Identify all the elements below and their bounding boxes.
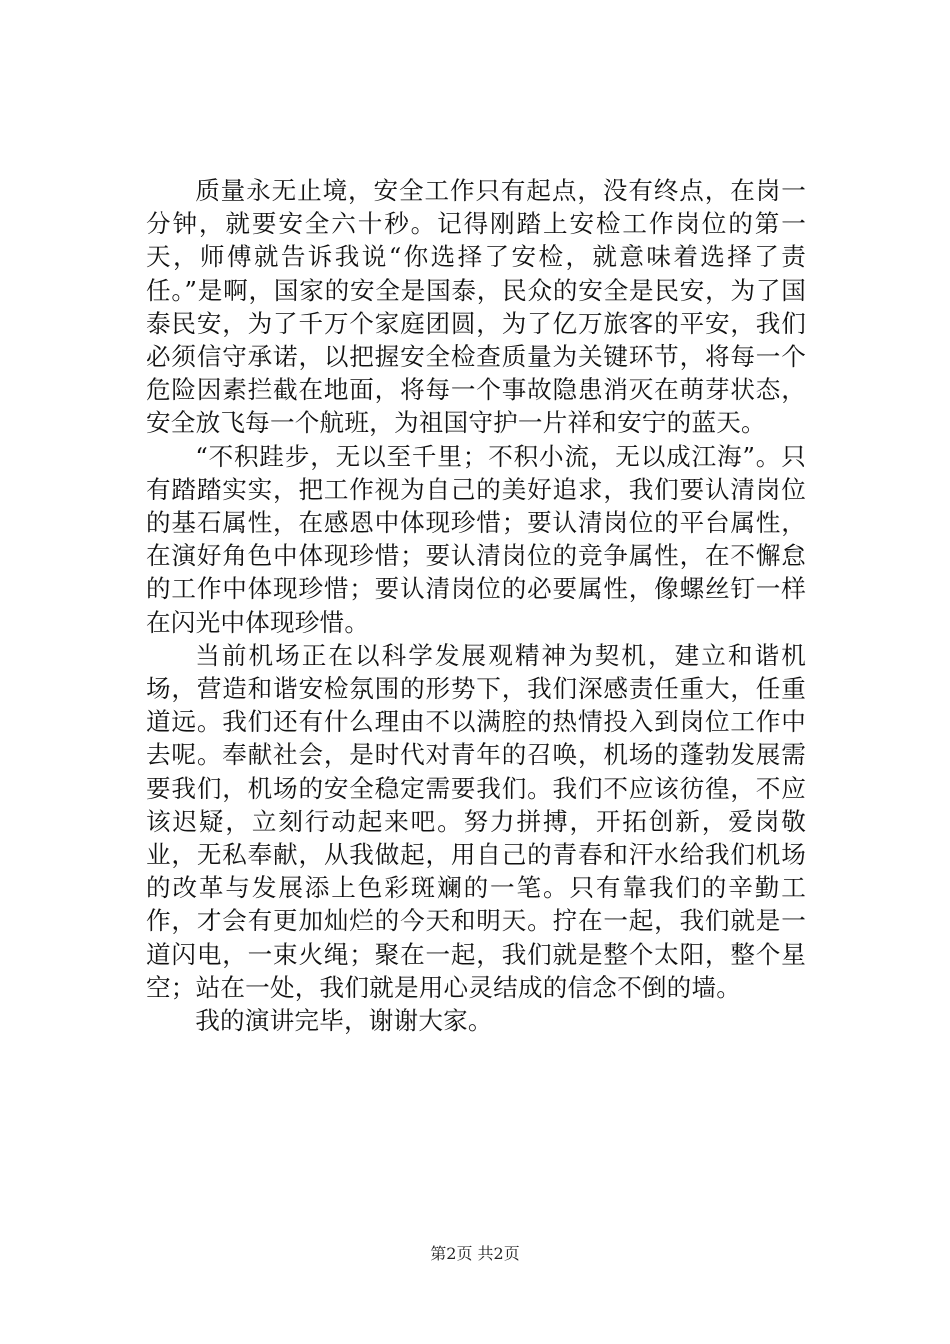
paragraph-3: 当前机场正在以科学发展观精神为契机，建立和谐机场，营造和谐安检氛围的形势下，我们深感责任重大，任重道远。我们还有什么理由不以满腔的热情投入到岗位工作中去呢。奉献社会，是时代对青年的召唤，机场的蓬勃发展需要我们，机场的安全稳定需要我们。我们不应该彷徨，不应该迟疑，立刻行动起来吧。努力拼搏，开拓创新，爱岗敬业，无私奉献，从我做起，用自己的青春和汗水给我们机场的改革与发展添上色彩斑斓的一笔。只有靠我们的辛勤工作，才会有更加灿烂的今天和明天。拧在一起，我们就是一道闪电，一束火绳；聚在一起，我们就是整个太阳，整个星空；站在一处，我们就是用心灵结成的信念不倒的墙。 (146, 640, 806, 1002)
page-footer: 第2页 共2页 (430, 1244, 520, 1263)
paragraph-4: 我的演讲完毕，谢谢大家。 (195, 1006, 493, 1036)
paragraph-1: 质量永无止境，安全工作只有起点，没有终点，在岗一分钟，就要安全六十秒。记得刚踏上安检工作岗位的第一天，师傅就告诉我说“你选择了安检，就意味着选择了责任。”是啊，国家的安全是国泰，民众的安全是民安，为了国泰民安，为了千万个家庭团圆，为了亿万旅客的平安，我们必须信守承诺，以把握安全检查质量为关键环节，将每一个危险因素拦截在地面，将每一个事故隐患消灭在萌芽状态，安全放飞每一个航班，为祖国守护一片祥和安宁的蓝天。 (146, 176, 806, 438)
paragraph-2: “不积跬步，无以至千里；不积小流，无以成江海”。只有踏踏实实，把工作视为自己的美好追求，我们要认清岗位的基石属性，在感恩中体现珍惜；要认清岗位的平台属性，在演好角色中体现珍惜；要认清岗位的竞争属性，在不懈怠的工作中体现珍惜；要认清岗位的必要属性，像螺丝钉一样在闪光中体现珍惜。 (146, 441, 806, 637)
document-body (146, 174, 806, 1037)
